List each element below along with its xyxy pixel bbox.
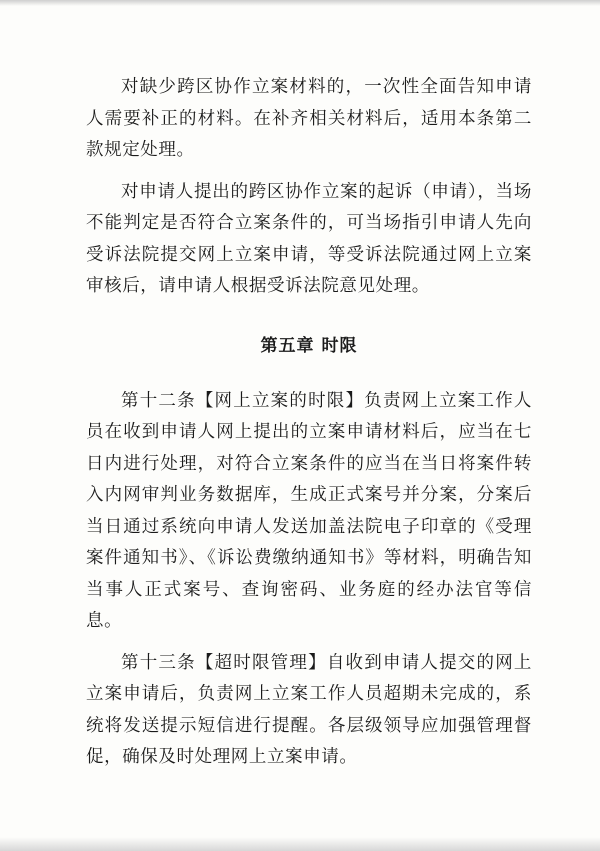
scan-edge-bottom xyxy=(0,837,600,851)
article-12 xyxy=(86,386,532,638)
article-13-heading: 【超时限管理】 xyxy=(195,652,327,673)
article-13 xyxy=(86,648,532,774)
article-12-number: 第十二条 xyxy=(121,390,196,411)
article-12-body: 负责网上立案工作人员在收到申请人网上提出的立案申请材料后，应当在七日内进行处理，对符合立案条件的应当在当日将案件转入内网审判业务数据库，生成正式案号并分案，分案后当日通过系统向申请人发送加盖法院电子印章的《受理案件通知书》、《诉讼费缴纳通知书》等材料，明确告知当事人正式案号、查询密码、业务庭的经办法官等信息。 xyxy=(86,390,533,631)
scan-edge-top xyxy=(0,0,600,6)
article-13-number: 第十三条 xyxy=(121,652,196,673)
paragraph-supplement-materials: 对缺少跨区协作立案材料的，一次性全面告知申请人需要补正的材料。在补齐相关材料后，适用本条第二款规定处理。 xyxy=(86,77,532,160)
article-12-heading: 【网上立案的时限】 xyxy=(195,390,365,411)
paragraph-gap xyxy=(86,638,532,648)
article-13-body: 自收到申请人提交的网上立案申请后，负责网上立案工作人员超期未完成的，系统将发送提示短信进行提醒。各层级领导应加强管理督促，确保及时处理网上立案申请。 xyxy=(86,652,532,767)
chapter-title: 第五章 时限 xyxy=(260,335,358,356)
paragraph-cross-region-filing: 对申请人提出的跨区协作立案的起诉（申请），当场不能判定是否符合立案条件的，可当场指引申请人先向受诉法院提交网上立案申请，等受诉法院通过网上立案审核后，请申请人根据受诉法院意见处理。 xyxy=(86,181,532,296)
paragraph-gap xyxy=(86,167,532,177)
document-page xyxy=(86,72,532,774)
